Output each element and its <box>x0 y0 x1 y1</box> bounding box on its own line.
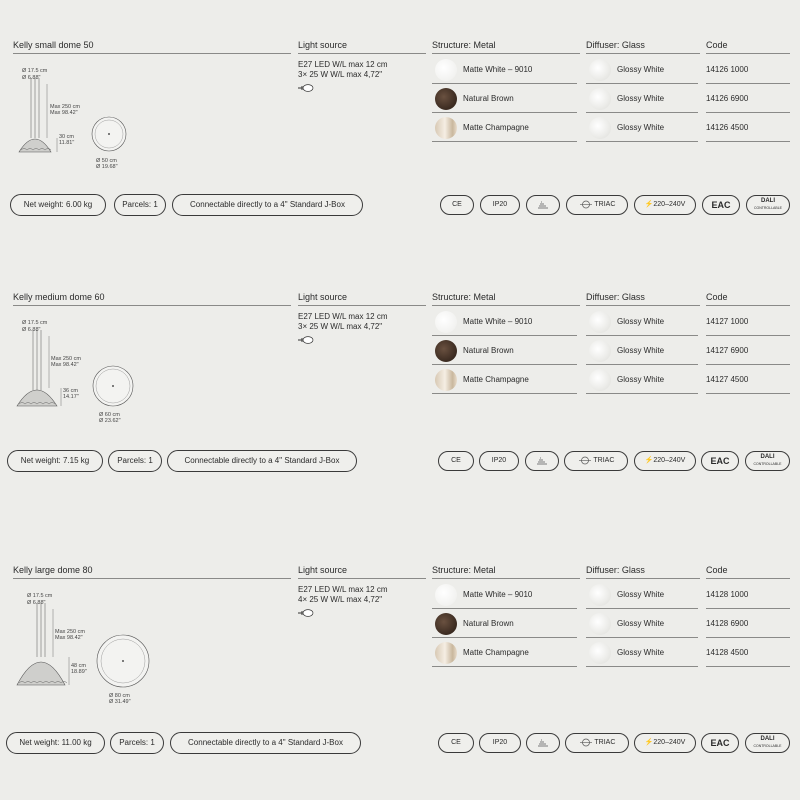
dimension-drawing <box>13 64 173 184</box>
matte-white-swatch <box>435 584 457 606</box>
lightning-icon: ⚡ <box>644 739 654 746</box>
dim-top-d: Ø 17.5 cm <box>27 593 53 599</box>
info-pills <box>0 194 800 216</box>
ip-badge: IP20 <box>480 195 520 215</box>
dimension-drawing <box>13 589 173 709</box>
ce-badge: CE <box>438 733 474 753</box>
glossy-white-swatch <box>589 117 611 139</box>
triac-icon <box>578 456 592 465</box>
dimension-drawing <box>13 316 173 436</box>
structure-header: Structure: Metal <box>432 563 580 579</box>
glossy-white-swatch <box>589 642 611 664</box>
dim-top-d: Ø 17.5 cm <box>22 68 48 74</box>
code-header: Code <box>706 563 790 579</box>
diffuser-header: Diffuser: Glass <box>586 38 700 54</box>
dali-badge: DALI CONTROLLABLE <box>746 195 790 215</box>
glossy-white-swatch <box>589 88 611 110</box>
ip-badge: IP20 <box>479 733 521 753</box>
dimmable-icon <box>526 733 560 753</box>
natural-brown-swatch <box>435 340 457 362</box>
product-title: Kelly large dome 80 <box>13 563 291 579</box>
structure-option[interactable]: Matte Champagne <box>432 639 577 667</box>
dim-max-in: Max 98.42" <box>51 362 79 368</box>
dim-diameter-in: Ø 31.49" <box>109 699 131 705</box>
product-large-dome <box>0 563 800 800</box>
code-header: Code <box>706 290 790 306</box>
diffuser-option: Glossy White <box>586 639 698 667</box>
glossy-white-swatch <box>589 59 611 81</box>
connect-pill: Connectable directly to a 4" Standard J-Box <box>172 194 363 216</box>
structure-option[interactable]: Matte White – 9010 <box>432 56 577 84</box>
bulb-icon <box>298 84 314 92</box>
product-small-dome <box>0 38 800 278</box>
dim-height-in: 14.17" <box>63 394 79 400</box>
matte-champagne-swatch <box>435 117 457 139</box>
voltage-badge: ⚡220–240V <box>634 451 696 471</box>
diffuser-option: Glossy White <box>586 114 698 142</box>
dim-top-d-in: Ø 6.88" <box>27 600 46 606</box>
dimmable-icon <box>526 195 560 215</box>
dim-height: 36 cm <box>63 388 78 394</box>
glossy-white-swatch <box>589 584 611 606</box>
matte-white-swatch <box>435 311 457 333</box>
dim-diameter-in: Ø 23.62" <box>99 418 121 424</box>
eac-badge: EAC <box>701 451 739 471</box>
product-code: 14127 6900 <box>706 337 790 365</box>
light-source-text: E27 LED W/L max 12 cm 4× 25 W W/L max 4,72" <box>298 585 388 604</box>
dim-diameter: Ø 50 cm <box>96 158 117 164</box>
triac-icon <box>579 738 593 747</box>
net-weight-pill: Net weight: 7.15 kg <box>7 450 103 472</box>
dim-diameter: Ø 60 cm <box>99 412 120 418</box>
product-code: 14126 4500 <box>706 114 790 142</box>
structure-header: Structure: Metal <box>432 38 580 54</box>
structure-header: Structure: Metal <box>432 290 580 306</box>
diffuser-option: Glossy White <box>586 56 698 84</box>
matte-champagne-swatch <box>435 642 457 664</box>
dim-height-in: 18.89" <box>71 669 87 675</box>
product-code: 14128 6900 <box>706 610 790 638</box>
glossy-white-swatch <box>589 613 611 635</box>
structure-option[interactable]: Matte White – 9010 <box>432 308 577 336</box>
dim-top-d: Ø 17.5 cm <box>22 320 48 326</box>
voltage-badge: ⚡220–240V <box>634 733 696 753</box>
parcels-pill: Parcels: 1 <box>114 194 166 216</box>
info-pills <box>0 450 800 472</box>
product-code: 14127 1000 <box>706 308 790 336</box>
product-title: Kelly medium dome 60 <box>13 290 291 306</box>
diffuser-option: Glossy White <box>586 366 698 394</box>
glossy-white-swatch <box>589 369 611 391</box>
dali-badge: DALI CONTROLLABLE <box>745 733 790 753</box>
glossy-white-swatch <box>589 340 611 362</box>
dim-max-in: Max 98.42" <box>50 110 78 116</box>
triac-badge: TRIAC <box>566 195 628 215</box>
dim-height: 48 cm <box>71 663 86 669</box>
diffuser-option: Glossy White <box>586 581 698 609</box>
diffuser-header: Diffuser: Glass <box>586 290 700 306</box>
light-source-header: Light source <box>298 563 426 579</box>
dim-max: Max 250 cm <box>51 356 81 362</box>
product-code: 14128 1000 <box>706 581 790 609</box>
net-weight-pill: Net weight: 6.00 kg <box>10 194 106 216</box>
structure-option[interactable]: Natural Brown <box>432 337 577 365</box>
code-header: Code <box>706 38 790 54</box>
ce-badge: CE <box>440 195 474 215</box>
light-source-text: E27 LED W/L max 12 cm 3× 25 W W/L max 4,72" <box>298 312 388 331</box>
bulb-icon <box>298 336 314 344</box>
dim-height-in: 11.81" <box>59 140 75 146</box>
matte-champagne-swatch <box>435 369 457 391</box>
connect-pill: Connectable directly to a 4" Standard J-Box <box>167 450 357 472</box>
dimmable-icon <box>525 451 559 471</box>
eac-badge: EAC <box>702 195 740 215</box>
diffuser-option: Glossy White <box>586 308 698 336</box>
dim-diameter: Ø 80 cm <box>109 693 130 699</box>
connect-pill: Connectable directly to a 4" Standard J-Box <box>170 732 361 754</box>
diffuser-header: Diffuser: Glass <box>586 563 700 579</box>
light-source-header: Light source <box>298 38 426 54</box>
net-weight-pill: Net weight: 11.00 kg <box>6 732 105 754</box>
structure-option[interactable]: Matte Champagne <box>432 366 577 394</box>
diffuser-option: Glossy White <box>586 85 698 113</box>
lightning-icon: ⚡ <box>644 201 654 208</box>
voltage-badge: ⚡220–240V <box>634 195 696 215</box>
dim-diameter-in: Ø 19.68" <box>96 164 118 170</box>
parcels-pill: Parcels: 1 <box>110 732 164 754</box>
lightning-icon: ⚡ <box>644 457 654 464</box>
bulb-icon <box>298 609 314 617</box>
natural-brown-swatch <box>435 613 457 635</box>
dim-max-in: Max 98.42" <box>55 635 83 641</box>
natural-brown-swatch <box>435 88 457 110</box>
product-code: 14126 1000 <box>706 56 790 84</box>
diffuser-option: Glossy White <box>586 610 698 638</box>
light-source-text: E27 LED W/L max 12 cm 3× 25 W W/L max 4,72" <box>298 60 388 79</box>
matte-white-swatch <box>435 59 457 81</box>
triac-badge: TRIAC <box>564 451 628 471</box>
diffuser-option: Glossy White <box>586 337 698 365</box>
structure-option[interactable]: Matte White – 9010 <box>432 581 577 609</box>
dim-height: 30 cm <box>59 134 74 140</box>
triac-icon <box>579 200 593 209</box>
product-title: Kelly small dome 50 <box>13 38 291 54</box>
product-code: 14126 6900 <box>706 85 790 113</box>
dim-top-d-in: Ø 6.88" <box>22 327 41 333</box>
eac-badge: EAC <box>701 733 739 753</box>
dali-badge: DALI CONTROLLABLE <box>745 451 790 471</box>
product-medium-dome <box>0 290 800 530</box>
light-source-header: Light source <box>298 290 426 306</box>
structure-option[interactable]: Natural Brown <box>432 85 577 113</box>
parcels-pill: Parcels: 1 <box>108 450 162 472</box>
product-code: 14127 4500 <box>706 366 790 394</box>
ip-badge: IP20 <box>479 451 519 471</box>
ce-badge: CE <box>438 451 474 471</box>
structure-option[interactable]: Matte Champagne <box>432 114 577 142</box>
glossy-white-swatch <box>589 311 611 333</box>
info-pills <box>0 732 800 754</box>
structure-option[interactable]: Natural Brown <box>432 610 577 638</box>
triac-badge: TRIAC <box>565 733 629 753</box>
dim-top-d-in: Ø 6.88" <box>22 75 41 81</box>
dim-max: Max 250 cm <box>50 104 80 110</box>
dim-max: Max 250 cm <box>55 629 85 635</box>
product-code: 14128 4500 <box>706 639 790 667</box>
